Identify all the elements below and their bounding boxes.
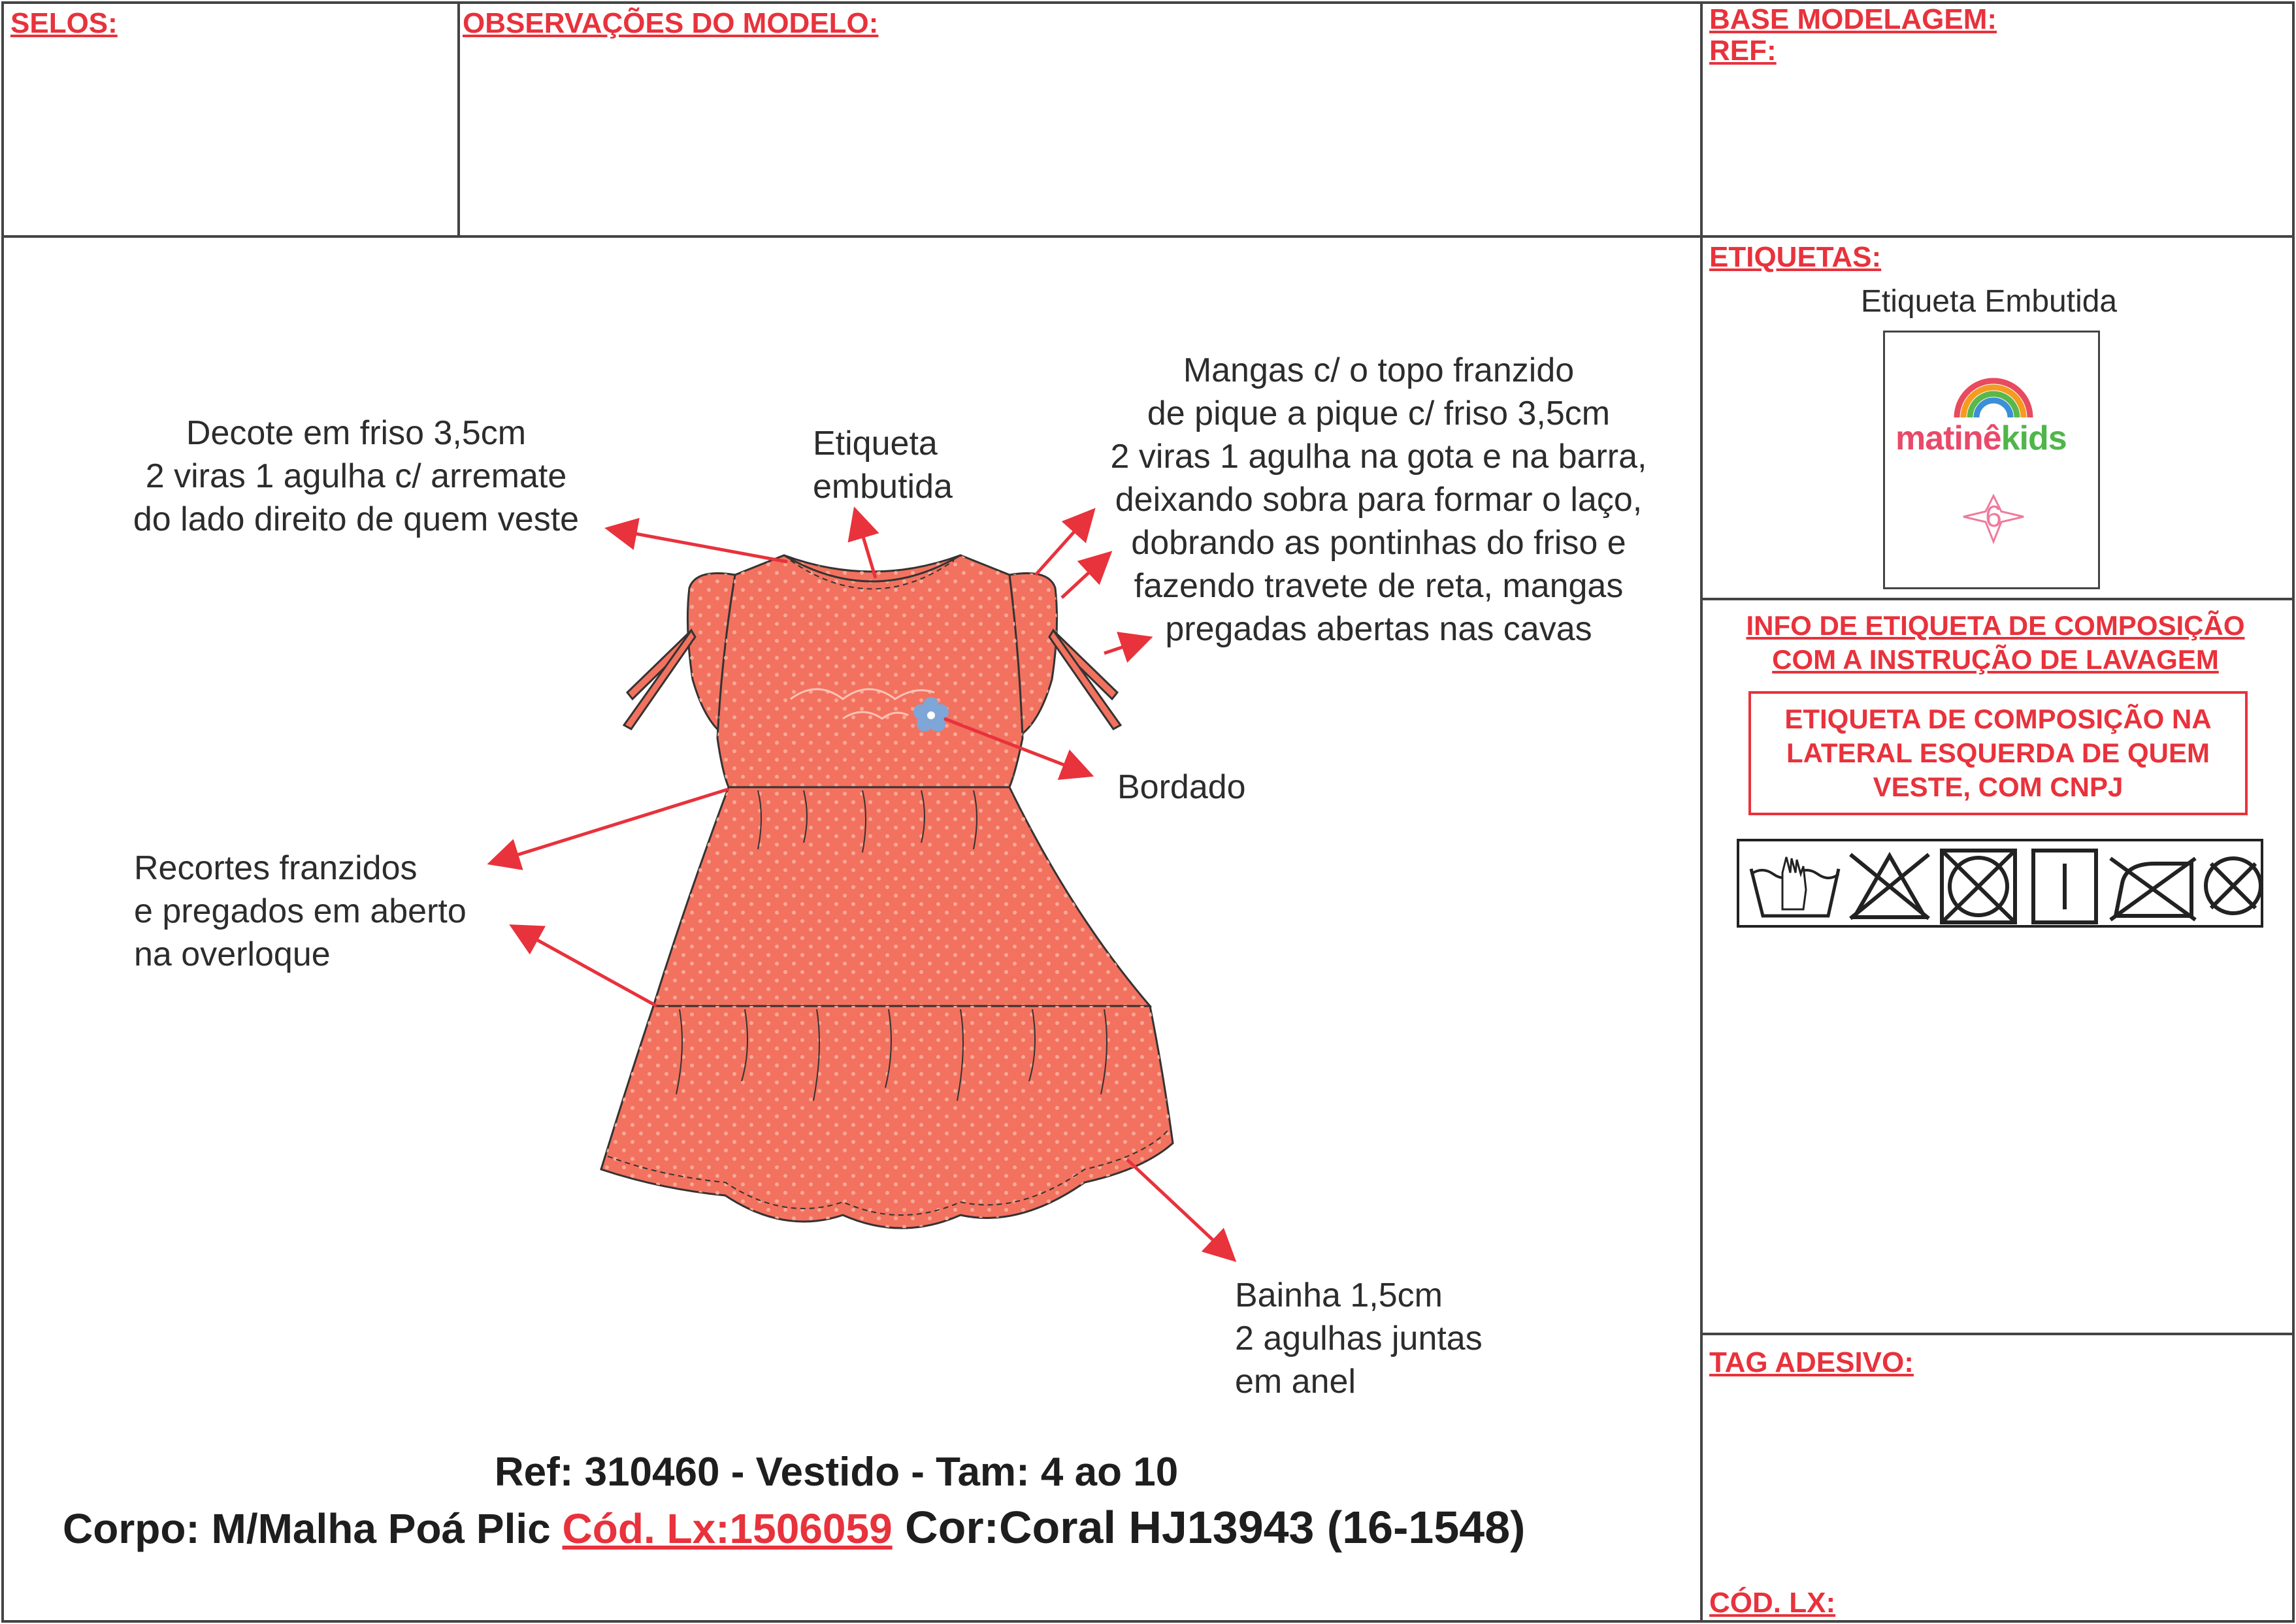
tag-divider: [1701, 1333, 2295, 1335]
brand-label-preview: [1883, 331, 2100, 589]
etiquetas-divider: [1701, 598, 2295, 600]
composition-notice-line1: ETIQUETA DE COMPOSIÇÃO NA: [1784, 704, 2212, 734]
etiquetas-label: ETIQUETAS:: [1709, 241, 1882, 273]
bainha-note: [1235, 1274, 1483, 1403]
no-iron-icon: [2110, 858, 2195, 920]
info-heading-line2: COM A INSTRUÇÃO DE LAVAGEM: [1772, 644, 2219, 675]
base-modelagem-label: BASE MODELAGEM:: [1709, 3, 1997, 35]
recortes-line1: Recortes franzidos: [134, 849, 418, 887]
recortes-note: [134, 847, 467, 976]
corpo-prefix: Corpo: M/Malha Poá Plic: [63, 1505, 563, 1552]
mangas-line6: fazendo travete de reta, mangas: [1134, 567, 1624, 605]
bainha-line2: 2 agulhas juntas: [1235, 1320, 1483, 1357]
recortes-line2: e pregados em aberto: [134, 892, 467, 930]
corpo-line: [63, 1501, 1525, 1553]
mangas-line1: Mangas c/ o topo franzido: [1183, 351, 1575, 389]
sidebar-divider: [1700, 1, 1703, 1623]
etiqueta-note: [813, 422, 953, 508]
bainha-line1: Bainha 1,5cm: [1235, 1276, 1443, 1314]
decote-note: [91, 412, 621, 541]
brand-logo-matine: matinê: [1895, 419, 2001, 457]
cod-lx-link[interactable]: Cód. Lx:1506059: [562, 1505, 893, 1552]
etiqueta-title: Etiqueta Embutida: [1860, 284, 2118, 319]
ref-label: REF:: [1709, 35, 1777, 67]
selos-label: SELOS:: [10, 7, 118, 39]
mangas-note: [1072, 349, 1686, 651]
brand-logo-kids: kids: [2001, 419, 2067, 457]
etiqueta-line1: Etiqueta: [813, 425, 938, 463]
hand-wash-icon: [1751, 857, 1839, 916]
info-heading-line1: INFO DE ETIQUETA DE COMPOSIÇÃO: [1746, 610, 2245, 641]
composition-notice-line2: LATERAL ESQUERDA DE QUEM: [1786, 738, 2210, 768]
mangas-line5: dobrando as pontinhas do friso e: [1131, 524, 1626, 562]
size-badge: 6: [1985, 499, 2002, 533]
mangas-line7: pregadas abertas nas cavas: [1165, 610, 1592, 648]
size-badge-diamond-icon: [1885, 333, 2102, 591]
line-dry-icon: [2033, 851, 2096, 922]
mangas-line3: 2 viras 1 agulha na gota e na barra,: [1110, 438, 1647, 476]
cor-text: Cor:Coral HJ13943 (16-1548): [892, 1502, 1526, 1553]
decote-line2: 2 viras 1 agulha c/ arremate: [145, 457, 567, 495]
mangas-line4: deixando sobra para formar o laço,: [1115, 481, 1643, 519]
decote-line1: Decote em friso 3,5cm: [186, 414, 527, 452]
no-bleach-icon: [1850, 854, 1929, 918]
composition-notice: [1748, 691, 2248, 815]
decote-line3: do lado direito de quem veste: [133, 500, 580, 538]
bordado-note: Bordado: [1117, 768, 1246, 806]
etiqueta-line2: embutida: [813, 468, 953, 506]
no-tumble-dry-icon: [1942, 851, 2015, 922]
recortes-line3: na overloque: [134, 935, 331, 973]
cod-lx-label: CÓD. LX:: [1709, 1587, 1836, 1619]
no-dry-clean-icon: [2206, 858, 2261, 913]
tag-adesivo-label: TAG ADESIVO:: [1709, 1346, 1914, 1378]
mangas-line2: de pique a pique c/ friso 3,5cm: [1147, 395, 1611, 432]
composition-notice-line3: VESTE, COM CNPJ: [1873, 771, 2124, 802]
ref-line: Ref: 310460 - Vestido - Tam: 4 ao 10: [494, 1450, 1179, 1495]
observacoes-label: OBSERVAÇÕES DO MODELO:: [463, 7, 879, 39]
bainha-line3: em anel: [1235, 1363, 1356, 1401]
care-symbols-box: [1737, 839, 2263, 928]
